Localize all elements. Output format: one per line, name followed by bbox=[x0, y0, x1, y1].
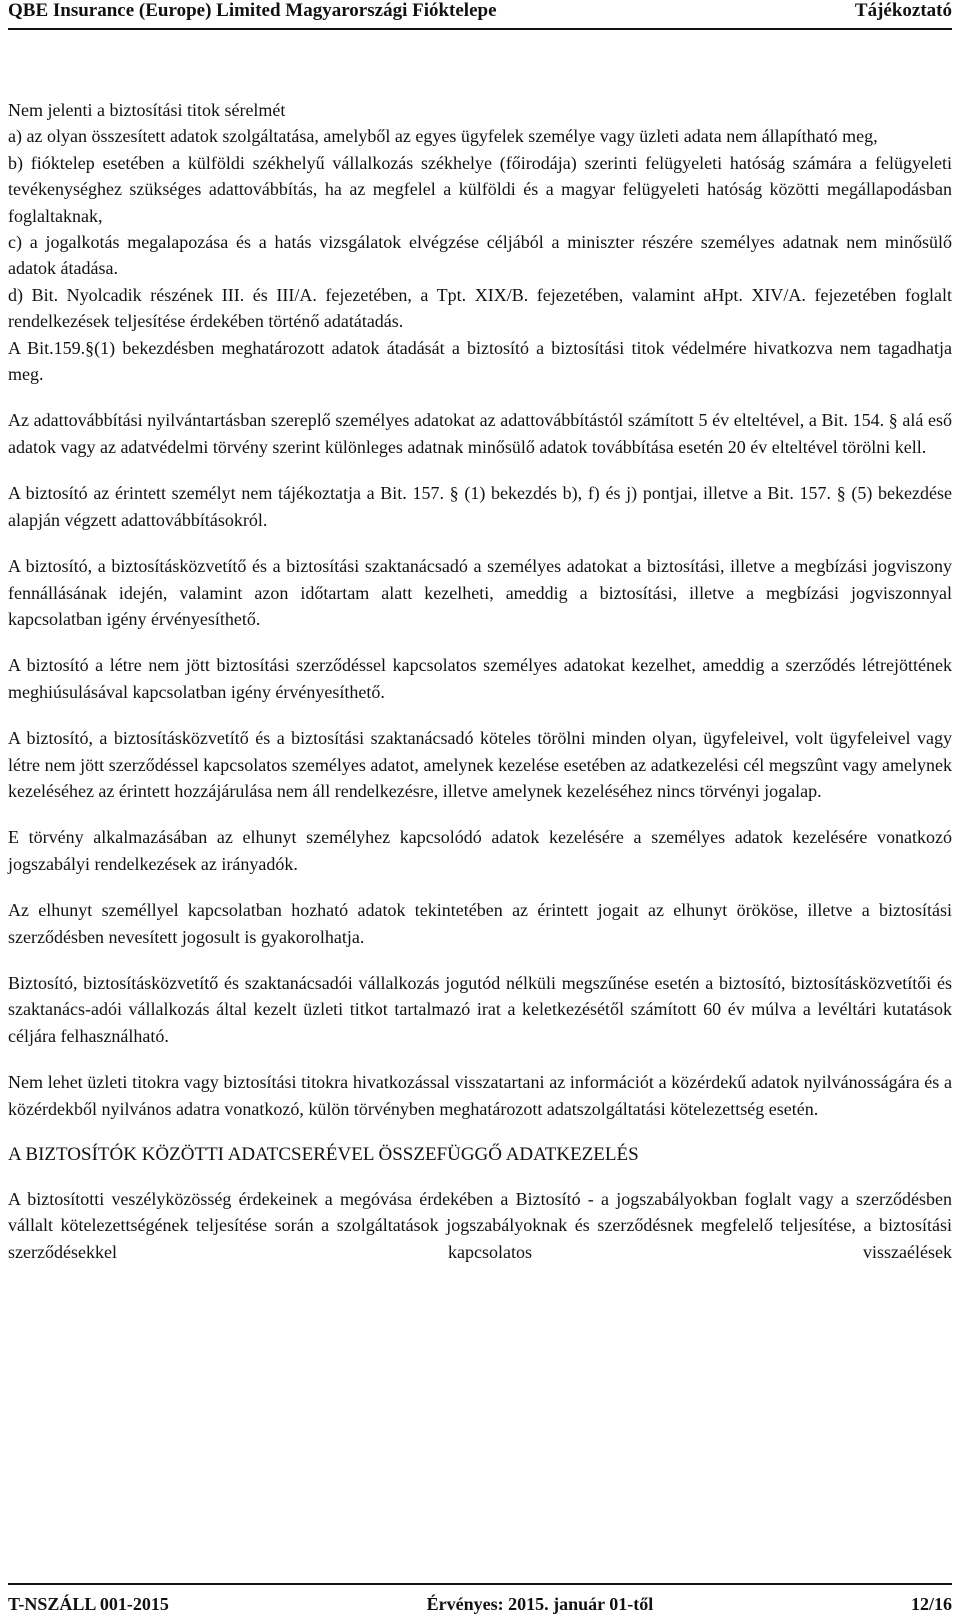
paragraph: A biztosító az érintett személyt nem tájékoztatja a Bit. 157. § (1) bekezdés b), f) és j) pontjai, illetve a Bit. 157. § (5) bekezdése alapján végzett adattovábbításokról. bbox=[8, 483, 952, 530]
exception-a: a) az olyan összesített adatok szolgáltatása, amelyből az egyes ügyfelek személye vagy üzleti adata nem állapítható meg, bbox=[8, 126, 878, 147]
confidentiality-exceptions bbox=[8, 97, 952, 387]
section-heading: A BIZTOSÍTÓK KÖZÖTTI ADATCSERÉVEL ÖSSZEFÜGGŐ ADATKEZELÉS bbox=[8, 1144, 639, 1165]
exception-c: c) a jogalkotás megalapozása és a hatás vizsgálatok elvégzése céljából a miniszter részére személyes adatnak nem minősülő adatok átadása. bbox=[8, 232, 952, 279]
paragraph: E törvény alkalmazásában az elhunyt személyhez kapcsolódó adatok kezelésére a személyes adatok kezelésére vonatkozó jogszabályi rendelkezések az irányadók. bbox=[8, 827, 952, 874]
document-body bbox=[8, 97, 952, 1265]
paragraph: Az elhunyt személlyel kapcsolatban hozható adatok tekintetében az érintett jogait az elhunyt örököse, illetve a biztosítási szerződésben nevesített jogosult is gyakorolhatja. bbox=[8, 900, 952, 947]
paragraph: A biztosító a létre nem jött biztosítási szerződéssel kapcsolatos személyes adatokat kezelhet, ameddig a szerződés létrejöttének meghiúsulásával kapcsolatban igény érvényesíthető. bbox=[8, 655, 952, 702]
document-id: T-NSZÁLL 001-2015 bbox=[8, 1594, 169, 1614]
paragraph: Az adattovábbítási nyilvántartásban szereplő személyes adatokat az adattovábbítástól számított 5 év elteltével, a Bit. 154. § alá eső adatok vagy az adatvédelmi törvény szerint különleges adatnak minősülő adatok továbbítása esetén 20 év elteltével törölni kell. bbox=[8, 410, 952, 457]
validity-date: Érvényes: 2015. január 01-től bbox=[426, 1594, 654, 1614]
bit-159-paragraph: A Bit.159.§(1) bekezdésben meghatározott adatok átadását a biztosító a biztosítási titok védelmére hivatkozva nem tagadhatja meg. bbox=[8, 337, 952, 385]
paragraph: A biztosító, a biztosításközvetítő és a biztosítási szaktanácsadó a személyes adatokat a biztosítási, illetve a megbízási jogviszony fennállásának idején, valamint azon időtartam alatt kezelheti, ameddig a biztosítási, illetve a megbízási jogviszonnyal kapcsolatban igény érvényesíthető. bbox=[8, 556, 952, 629]
company-name: QBE Insurance (Europe) Limited Magyarországi Fióktelepe bbox=[8, 0, 497, 21]
exceptions-intro: Nem jelenti a biztosítási titok sérelmét bbox=[8, 100, 286, 120]
paragraph: Nem lehet üzleti titokra vagy biztosítási titokra hivatkozással visszatartani az információt a közérdekű adatok nyilvánosságára és a közérdekből nyilvános adatra vonatkozó, külön törvényben meghatározott adatszolgáltatási kötelezettség esetén. bbox=[8, 1072, 952, 1119]
page-number: 12/16 bbox=[910, 1594, 952, 1614]
page-footer bbox=[8, 1583, 952, 1615]
exception-b: b) fióktelep esetében a külföldi székhelyű vállalkozás székhelye (főirodája) szerinti felügyeleti hatóság számára a felügyeleti tevékenységhez szükséges adattovábbítás, ha az megfelel a külföldi és a magyar felügyeleti hatóság közötti megállapodásban foglaltaknak, bbox=[8, 152, 952, 226]
paragraph: A biztosító, a biztosításközvetítő és a biztosítási szaktanácsadó köteles törölni minden olyan, ügyfeleivel, volt ügyfeleivel vagy létre nem jött szerződéssel kapcsolatos személyes adatot, amelynek kezelése esetében az adatkezelési cél megszûnt vagy amelynek kezeléséhez az érintett hozzájárulása nem áll rendelkezésre, illetve amelynek kezeléséhez nincs törvényi jogalap. bbox=[8, 728, 952, 801]
final-paragraph: A biztosítotti veszélyközösség érdekeinek a megóvása érdekében a Biztosító - a jogszabályokban foglalt vagy a szerződésben vállalt kötelezettségének teljesítése során a szolgáltatások jogszabályoknak és szerződésnek megfelelő teljesítése, a biztosítási szerződésekkel kapcsolatos visszaélések bbox=[8, 1189, 952, 1262]
document-type: Tájékoztató bbox=[854, 0, 952, 21]
page-header bbox=[8, 0, 952, 30]
paragraph: Biztosító, biztosításközvetítő és szaktanácsadói vállalkozás jogutód nélküli megszűnése esetén a biztosító, biztosításközvetítői és szaktanács-adói vállalkozás által kezelt üzleti titkot tartalmazó irat a keletkezésétől számított 60 év múlva a levéltári kutatások céljára felhasználható. bbox=[8, 972, 952, 1046]
exception-d: d) Bit. Nyolcadik részének III. és III/A. fejezetében, a Tpt. XIX/B. fejezetében, valamint aHpt. XIV/A. fejezetében foglalt rendelkezések teljesítése érdekében történő adatátadás. bbox=[8, 284, 952, 332]
